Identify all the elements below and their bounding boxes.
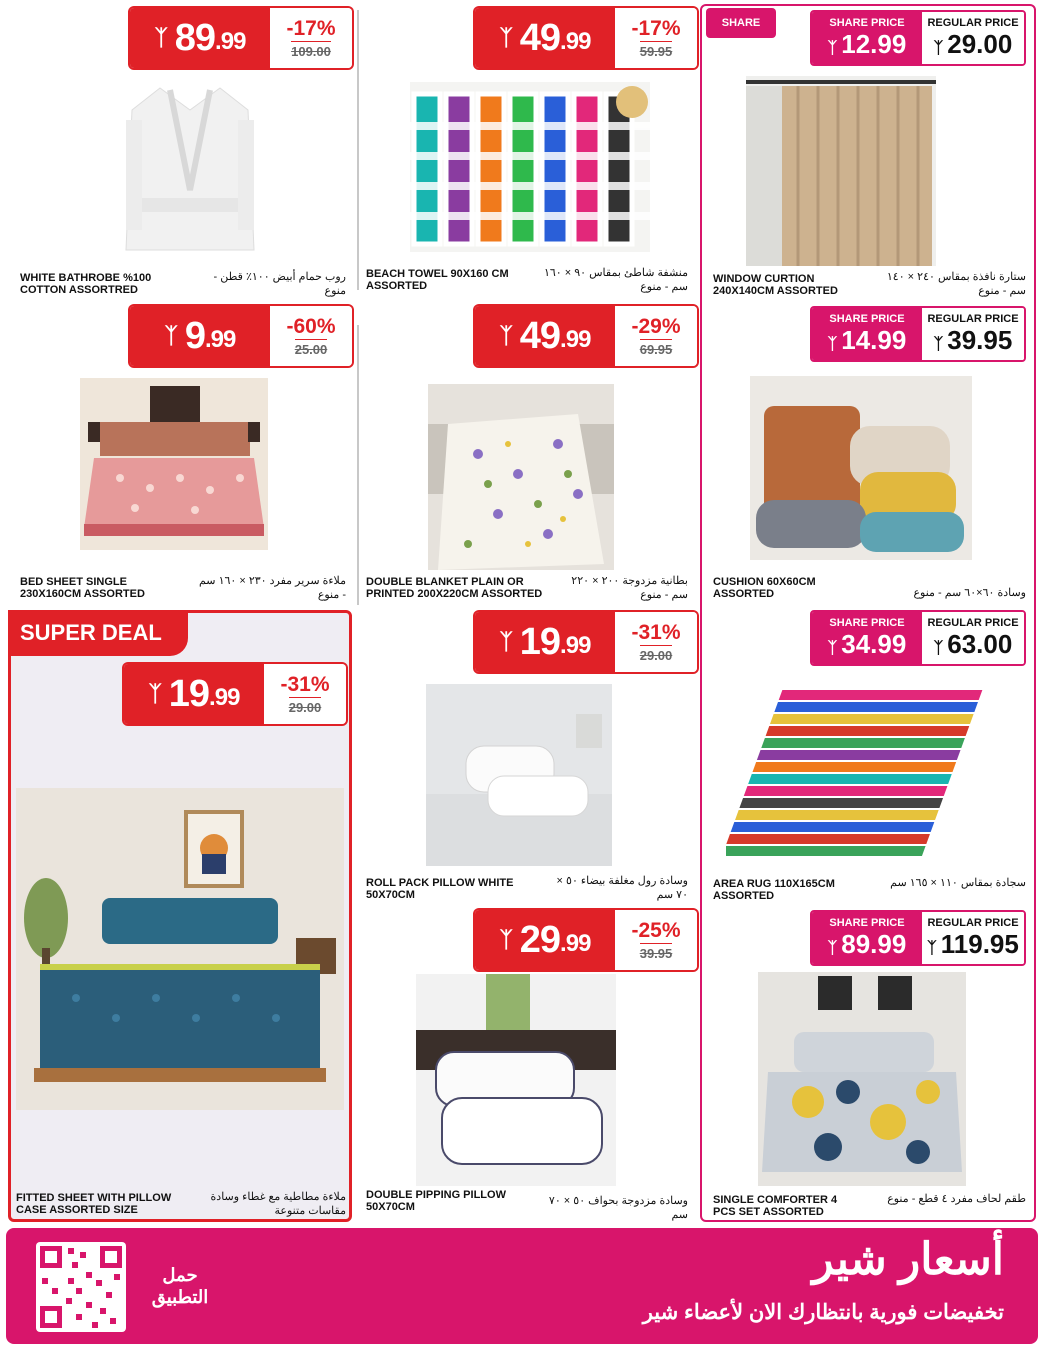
cushion-name-ar: وسادة ٦٠×٦٠ سم - منوع [913, 587, 1026, 599]
beach-towel-name-ar: منشفة شاطئ بمقاس ٩٠ × ١٦٠ سم - منوع [543, 267, 688, 293]
window-curtain-name-en: WINDOW CURTION 240X140CM ASSORTED [713, 273, 838, 297]
beach-towel-name-en: BEACH TOWEL 90X160 CM ASSORTED [366, 268, 509, 292]
double-blanket-name-ar: بطانية مزدوجة ٢٠٠ × ٢٢٠ سم - منوع [571, 575, 688, 601]
price-badge-piping-pillow: ᛉ 29 .99 -25% 39.95 [475, 910, 697, 970]
double-blanket-name-en: DOUBLE BLANKET PLAIN OR PRINTED 200X220CM ASSORTED [366, 576, 543, 600]
share-badge-cushion: SHARE PRICE ᛉ 14.99 REGULAR PRICE ᛉ 39.95 [810, 306, 1026, 362]
roll-pillow-name-en: ROLL PACK PILLOW WHITE 50X70CM [366, 877, 514, 901]
bed-sheet-name-ar: ملاءة سرير مفرد ٢٣٠ × ١٦٠ سم - منوع [198, 575, 346, 601]
double-blanket-image [428, 384, 614, 570]
piping-pillow-image [416, 974, 616, 1186]
share-logo: SHARE [706, 8, 776, 38]
fitted-sheet-name-ar: ملاءة مطاطية مع غطاء وسادة مقاسات متنوعة [210, 1191, 346, 1217]
share-badge-window-curtain: SHARE PRICE ᛉ 12.99 REGULAR PRICE ᛉ 29.00 [810, 10, 1026, 66]
piping-pillow-name-en: DOUBLE PIPPING PILLOW 50X70CM [366, 1189, 506, 1213]
window-curtain-image [746, 76, 936, 266]
bathrobe-image [120, 80, 260, 260]
share-badge-comforter: SHARE PRICE ᛉ 89.99 REGULAR PRICE ᛉ 119.95 [810, 910, 1026, 966]
share-prices-banner [6, 1228, 1038, 1344]
price-badge-roll-pillow: ᛉ 19 .99 -31% 29.00 [475, 612, 697, 672]
super-deal-tag: SUPER DEAL [8, 610, 188, 656]
comforter-image [758, 972, 966, 1186]
price-badge-fitted-sheet: ᛉ 19 .99 -31% 29.00 [124, 664, 346, 724]
fitted-sheet-image [16, 788, 344, 1110]
download-app-label[interactable]: حمل التطبيق [151, 1265, 209, 1307]
window-curtain-name-ar: ستارة نافذة بمقاس ٢٤٠ × ١٤٠ سم - منوع [886, 271, 1026, 297]
roll-pillow-image [426, 684, 612, 866]
footer-title: أسعار شير [812, 1235, 1004, 1284]
price-badge-beach-towel: ᛉ 49 .99 -17% 59.95 [475, 8, 697, 68]
comforter-name-en: SINGLE COMFORTER 4 PCS SET ASSORTED [713, 1194, 838, 1218]
price-badge-double-blanket: ᛉ 49 .99 -29% 69.95 [475, 306, 697, 366]
bed-sheet-name-en: BED SHEET SINGLE 230X160CM ASSORTED [20, 576, 145, 600]
bathrobe-name-ar: روب حمام أبيض ١٠٠٪ قطن - منوع [213, 271, 346, 297]
qr-code-icon[interactable] [36, 1242, 126, 1332]
cushion-name-en: CUSHION 60X60CM ASSORTED [713, 576, 816, 600]
column-divider [357, 10, 359, 290]
bathrobe-name-en: WHITE BATHROBE %100 COTTON ASSORTRED [20, 272, 152, 296]
area-rug-name-ar: سجادة بمقاس ١١٠ × ١٦٥ سم [890, 877, 1026, 889]
bed-sheet-image [80, 378, 268, 550]
area-rug-image [726, 680, 998, 870]
share-badge-area-rug: SHARE PRICE ᛉ 34.99 REGULAR PRICE ᛉ 63.00 [810, 610, 1026, 666]
column-divider [357, 325, 359, 605]
area-rug-name-en: AREA RUG 110X165CM ASSORTED [713, 878, 835, 902]
price-badge-bed-sheet: ᛉ 9 .99 -60% 25.00 [130, 306, 352, 366]
price-badge-bathrobe: ᛉ 89 .99 -17% 109.00 [130, 8, 352, 68]
roll-pillow-name-ar: وسادة رول مغلفة بيضاء ٥٠ × ٧٠ سم [556, 875, 688, 901]
cushion-image [750, 376, 972, 560]
beach-towel-image [410, 82, 650, 252]
piping-pillow-name-ar: وسادة مزدوجة بحواف ٥٠ × ٧٠ سم [548, 1195, 688, 1221]
fitted-sheet-name-en: FITTED SHEET WITH PILLOW CASE ASSORTED SIZE [16, 1192, 172, 1216]
footer-subtitle: تخفيضات فورية بانتظارك الان لأعضاء شير [642, 1301, 1004, 1324]
comforter-name-ar: طقم لحاف مفرد ٤ قطع - منوع [887, 1193, 1026, 1205]
